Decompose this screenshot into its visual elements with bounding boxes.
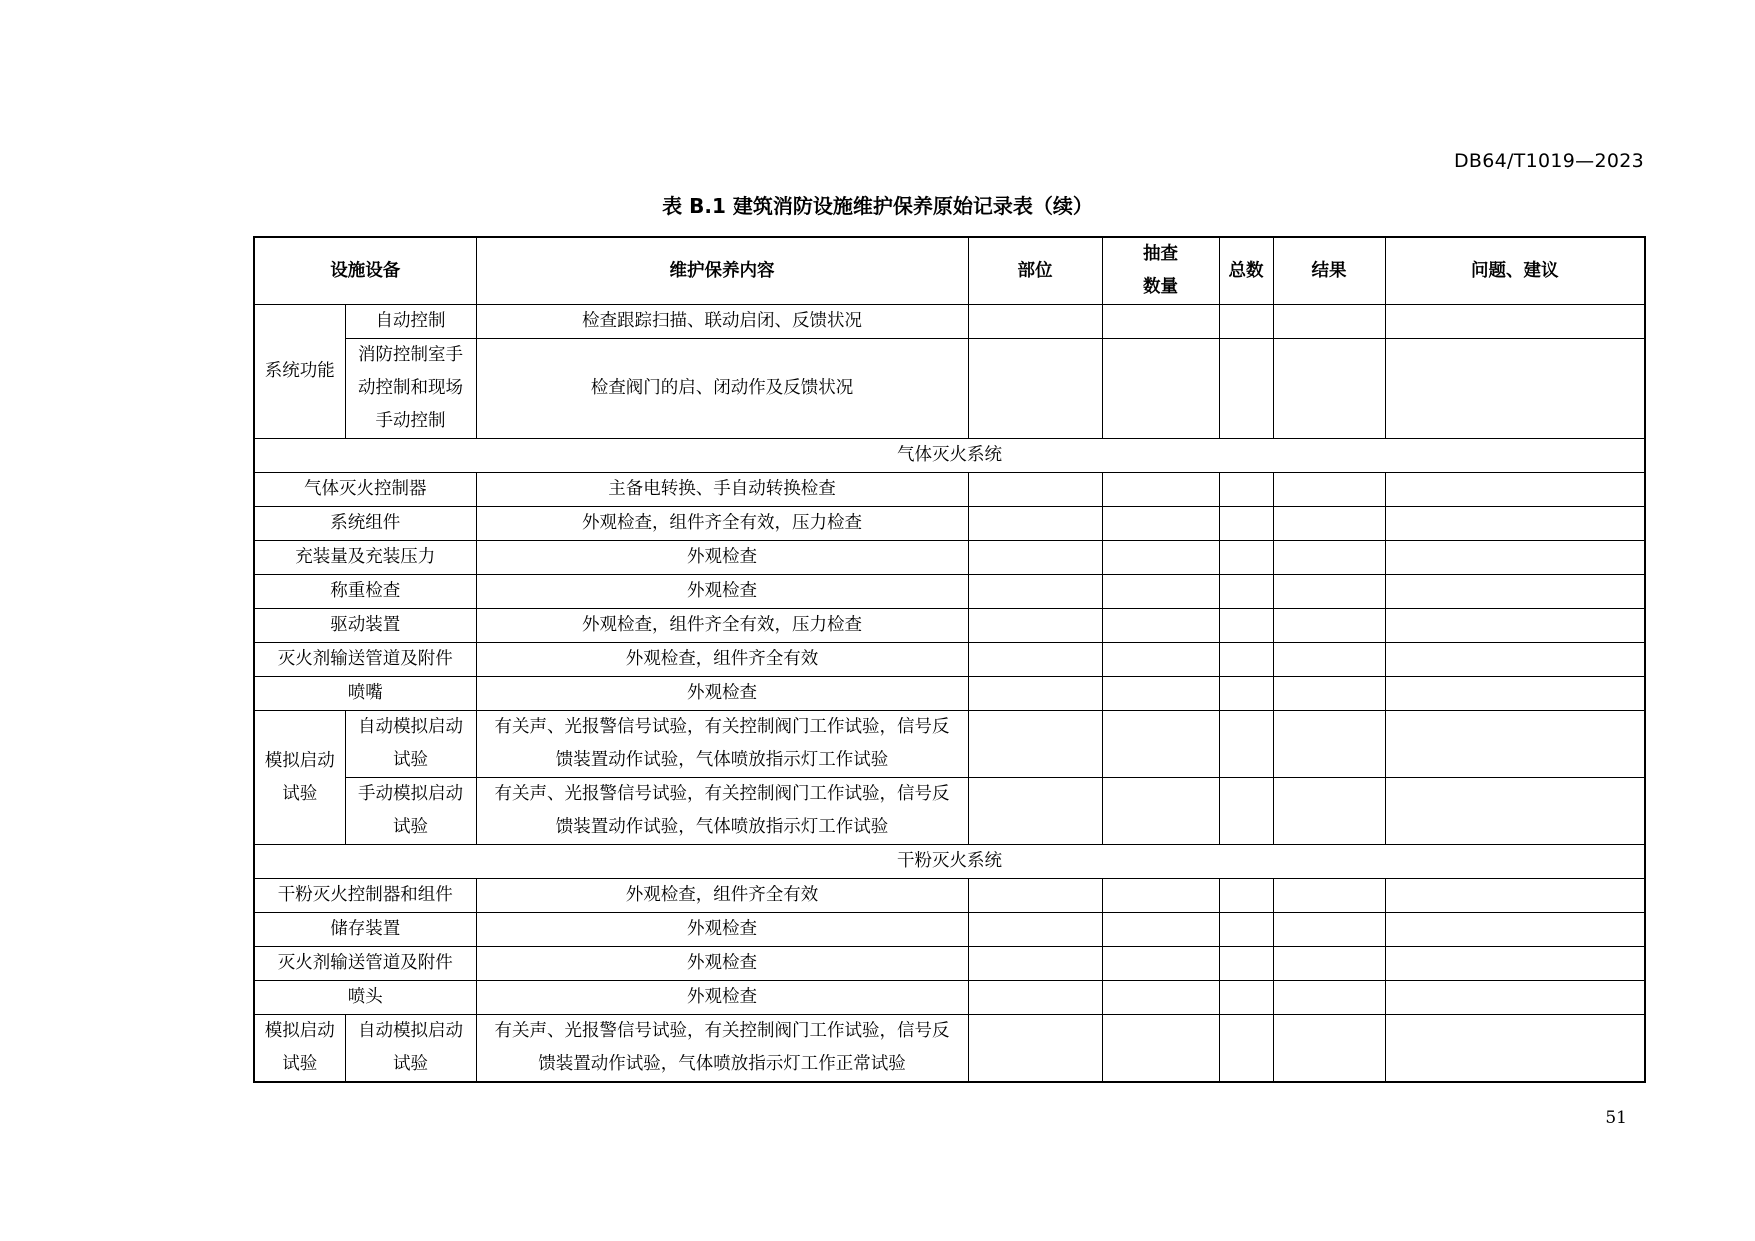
header-content: 维护保养内容 bbox=[476, 237, 968, 305]
cell-result bbox=[1273, 879, 1385, 913]
cell-location bbox=[968, 947, 1102, 981]
row-group-label: 模拟启动 试验 bbox=[254, 1015, 345, 1083]
row-content: 外观检查，组件齐全有效，压力检查 bbox=[476, 507, 968, 541]
cell-sample bbox=[1102, 609, 1219, 643]
cell-total bbox=[1219, 305, 1273, 339]
cell-result bbox=[1273, 1015, 1385, 1083]
cell-total bbox=[1219, 947, 1273, 981]
document-code: DB64/T1019—2023 bbox=[1453, 150, 1644, 172]
row-content: 检查阀门的启、闭动作及反馈状况 bbox=[476, 339, 968, 439]
cell-result bbox=[1273, 473, 1385, 507]
cell-total bbox=[1219, 1015, 1273, 1083]
table-row bbox=[254, 643, 1645, 677]
cell-result bbox=[1273, 541, 1385, 575]
row-content: 外观检查 bbox=[476, 677, 968, 711]
table-row bbox=[254, 947, 1645, 981]
row-content: 外观检查，组件齐全有效 bbox=[476, 879, 968, 913]
cell-total bbox=[1219, 711, 1273, 778]
row-item: 干粉灭火控制器和组件 bbox=[254, 879, 476, 913]
cell-total bbox=[1219, 913, 1273, 947]
cell-issues bbox=[1385, 913, 1645, 947]
header-location: 部位 bbox=[968, 237, 1102, 305]
table-row bbox=[254, 541, 1645, 575]
row-group-label: 模拟启动 试验 bbox=[254, 711, 345, 845]
cell-location bbox=[968, 711, 1102, 778]
cell-location bbox=[968, 778, 1102, 845]
row-content: 主备电转换、手自动转换检查 bbox=[476, 473, 968, 507]
cell-location bbox=[968, 507, 1102, 541]
cell-result bbox=[1273, 507, 1385, 541]
row-content: 外观检查 bbox=[476, 947, 968, 981]
cell-location bbox=[968, 541, 1102, 575]
row-content: 外观检查 bbox=[476, 913, 968, 947]
cell-sample bbox=[1102, 947, 1219, 981]
cell-sample bbox=[1102, 473, 1219, 507]
header-issues: 问题、建议 bbox=[1385, 237, 1645, 305]
row-content: 外观检查，组件齐全有效 bbox=[476, 643, 968, 677]
cell-issues bbox=[1385, 879, 1645, 913]
header-result: 结果 bbox=[1273, 237, 1385, 305]
cell-result bbox=[1273, 677, 1385, 711]
header-total: 总数 bbox=[1219, 237, 1273, 305]
cell-issues bbox=[1385, 947, 1645, 981]
cell-issues bbox=[1385, 677, 1645, 711]
cell-issues bbox=[1385, 711, 1645, 778]
table-row bbox=[254, 507, 1645, 541]
cell-location bbox=[968, 1015, 1102, 1083]
cell-result bbox=[1273, 575, 1385, 609]
cell-result bbox=[1273, 778, 1385, 845]
row-subitem: 消防控制室手 动控制和现场 手动控制 bbox=[345, 339, 476, 439]
table-row bbox=[254, 913, 1645, 947]
cell-issues bbox=[1385, 778, 1645, 845]
cell-sample bbox=[1102, 507, 1219, 541]
cell-issues bbox=[1385, 507, 1645, 541]
cell-sample bbox=[1102, 339, 1219, 439]
table-row bbox=[254, 575, 1645, 609]
row-item: 气体灭火控制器 bbox=[254, 473, 476, 507]
table-row bbox=[254, 305, 1645, 339]
table-row bbox=[254, 677, 1645, 711]
cell-location bbox=[968, 643, 1102, 677]
section-row bbox=[254, 439, 1645, 473]
row-subitem: 自动模拟启动 试验 bbox=[345, 1015, 476, 1083]
row-content: 外观检查 bbox=[476, 575, 968, 609]
cell-sample bbox=[1102, 575, 1219, 609]
row-item: 喷头 bbox=[254, 981, 476, 1015]
table-row bbox=[254, 981, 1645, 1015]
row-content: 有关声、光报警信号试验，有关控制阀门工作试验，信号反 馈装置动作试验，气体喷放指示灯工作正常试验 bbox=[476, 1015, 968, 1083]
cell-issues bbox=[1385, 473, 1645, 507]
maintenance-record-table bbox=[253, 236, 1646, 1083]
row-content: 外观检查 bbox=[476, 981, 968, 1015]
cell-location bbox=[968, 677, 1102, 711]
cell-total bbox=[1219, 507, 1273, 541]
row-content: 检查跟踪扫描、联动启闭、反馈状况 bbox=[476, 305, 968, 339]
table-row bbox=[254, 1015, 1645, 1083]
cell-total bbox=[1219, 879, 1273, 913]
cell-sample bbox=[1102, 981, 1219, 1015]
cell-issues bbox=[1385, 1015, 1645, 1083]
cell-issues bbox=[1385, 541, 1645, 575]
cell-result bbox=[1273, 339, 1385, 439]
section-title: 气体灭火系统 bbox=[254, 439, 1645, 473]
cell-location bbox=[968, 981, 1102, 1015]
cell-issues bbox=[1385, 575, 1645, 609]
row-group-label: 系统功能 bbox=[254, 305, 345, 439]
table-row bbox=[254, 339, 1645, 439]
cell-total bbox=[1219, 778, 1273, 845]
cell-sample bbox=[1102, 677, 1219, 711]
table-row bbox=[254, 473, 1645, 507]
cell-total bbox=[1219, 981, 1273, 1015]
cell-total bbox=[1219, 473, 1273, 507]
cell-sample bbox=[1102, 711, 1219, 778]
cell-sample bbox=[1102, 913, 1219, 947]
row-item: 系统组件 bbox=[254, 507, 476, 541]
section-title: 干粉灭火系统 bbox=[254, 845, 1645, 879]
cell-result bbox=[1273, 643, 1385, 677]
cell-total bbox=[1219, 575, 1273, 609]
cell-result bbox=[1273, 609, 1385, 643]
cell-total bbox=[1219, 677, 1273, 711]
cell-location bbox=[968, 879, 1102, 913]
row-subitem: 自动控制 bbox=[345, 305, 476, 339]
cell-sample bbox=[1102, 879, 1219, 913]
cell-result bbox=[1273, 913, 1385, 947]
cell-total bbox=[1219, 643, 1273, 677]
header-sample-count: 抽查 数量 bbox=[1102, 237, 1219, 305]
header-row bbox=[254, 237, 1645, 305]
table-row bbox=[254, 879, 1645, 913]
cell-location bbox=[968, 305, 1102, 339]
cell-sample bbox=[1102, 1015, 1219, 1083]
section-row bbox=[254, 845, 1645, 879]
row-item: 充装量及充装压力 bbox=[254, 541, 476, 575]
row-content: 外观检查，组件齐全有效，压力检查 bbox=[476, 609, 968, 643]
row-content: 有关声、光报警信号试验，有关控制阀门工作试验，信号反 馈装置动作试验，气体喷放指示灯工作试验 bbox=[476, 778, 968, 845]
cell-issues bbox=[1385, 339, 1645, 439]
row-item: 驱动装置 bbox=[254, 609, 476, 643]
cell-location bbox=[968, 913, 1102, 947]
header-facility: 设施设备 bbox=[254, 237, 476, 305]
table-row bbox=[254, 609, 1645, 643]
row-item: 灭火剂输送管道及附件 bbox=[254, 947, 476, 981]
cell-issues bbox=[1385, 981, 1645, 1015]
cell-sample bbox=[1102, 541, 1219, 575]
row-subitem: 自动模拟启动 试验 bbox=[345, 711, 476, 778]
cell-result bbox=[1273, 981, 1385, 1015]
cell-result bbox=[1273, 305, 1385, 339]
cell-sample bbox=[1102, 643, 1219, 677]
cell-total bbox=[1219, 339, 1273, 439]
cell-location bbox=[968, 339, 1102, 439]
row-item: 灭火剂输送管道及附件 bbox=[254, 643, 476, 677]
table-title: 表 B.1 建筑消防设施维护保养原始记录表（续） bbox=[662, 194, 1093, 218]
row-subitem: 手动模拟启动 试验 bbox=[345, 778, 476, 845]
row-item: 储存装置 bbox=[254, 913, 476, 947]
cell-location bbox=[968, 473, 1102, 507]
cell-sample bbox=[1102, 778, 1219, 845]
row-item: 称重检查 bbox=[254, 575, 476, 609]
cell-result bbox=[1273, 711, 1385, 778]
cell-issues bbox=[1385, 643, 1645, 677]
table-row bbox=[254, 711, 1645, 778]
page-number: 51 bbox=[1605, 1108, 1627, 1128]
row-content: 有关声、光报警信号试验，有关控制阀门工作试验，信号反 馈装置动作试验，气体喷放指示灯工作试验 bbox=[476, 711, 968, 778]
cell-issues bbox=[1385, 609, 1645, 643]
row-item: 喷嘴 bbox=[254, 677, 476, 711]
cell-sample bbox=[1102, 305, 1219, 339]
row-content: 外观检查 bbox=[476, 541, 968, 575]
cell-total bbox=[1219, 541, 1273, 575]
cell-location bbox=[968, 609, 1102, 643]
cell-result bbox=[1273, 947, 1385, 981]
cell-issues bbox=[1385, 305, 1645, 339]
table-row bbox=[254, 778, 1645, 845]
cell-total bbox=[1219, 609, 1273, 643]
cell-location bbox=[968, 575, 1102, 609]
